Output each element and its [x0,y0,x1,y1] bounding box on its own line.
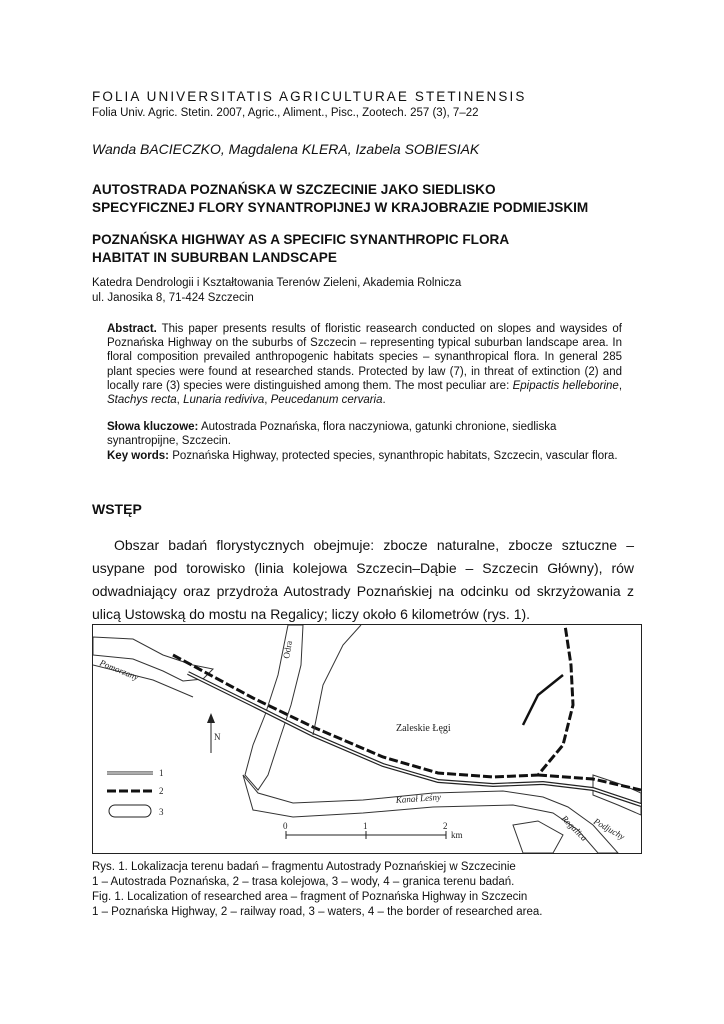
title-polish-line-1: AUTOSTRADA POZNAŃSKA W SZCZECINIE JAKO SIEDLISKO [92,182,496,197]
species-3: Lunaria rediviva [183,394,265,407]
intro-paragraph-text: Obszar badań florystycznych obejmuje: zbocze naturalne, zbocze sztuczne – usypane pod torowisko (linia kolejowa Szczecin–Dąbie – Szczecin Główny), rów odwadniający oraz przydroża Autostrady Poznańskiej na odcinku od skrzyżowania z ulicą Ustowską do mostu na Regalicy; liczy około 6 kilometrów (rys. 1). [92,537,634,622]
abstract: Abstract. This paper presents results of floristic reasearch conducted on slopes and waysides of Poznańska Highway on the suburbs of Szczecin – representing typical suburban landscape area. In floral composition prevailed anthropogenic habitats species – synanthropical flora. In general 285 plant species were found at researched stands. Protected by law (7), in threat of extinction (2) and locally rare (3) species were distinguished among them. The most peculiar are: Epipactis helleborine, Stachys recta, Lunaria rediviva, Peucedanum cervaria. [107,323,623,407]
affiliation-line-2: ul. Janosika 8, 71-424 Szczecin [92,292,254,304]
scale-tick-0: 0 [283,821,288,831]
caption-line-3: Fig. 1. Localization of researched area – fragment of Poznańska Highway in Szczecin [92,891,528,903]
abstract-text: This paper presents results of floristic reasearch conducted on slopes and waysides of Poznańska Highway on the suburbs of Szczecin – representing typical suburban landscape area. In floral composition prevailed anthropogenic habitats species – synanthropical flora. In general 285 plant species were found at researched stands. Protected by law (7), in threat of extinction (2) and locally rare (3) species were distinguished among them. The most peculiar are: [107,323,622,392]
road-north [313,625,361,735]
legend-label-1: 1 [159,768,164,778]
keywords-polish-text: Autostrada Poznańska, flora naczyniowa, gatunki chronione, siedliska synantropijne, Szczecin. [107,421,557,448]
abstract-label: Abstract. [107,323,157,335]
authors: Wanda BACIECZKO, Magdalena KLERA, Izabela SOBIESIAK [92,141,480,157]
label-zaleskie: Zaleskie Łęgi [396,723,451,734]
caption-line-4: 1 – Poznańska Highway, 2 – railway road, 3 – waters, 4 – the border of researched area. [92,906,543,918]
legend-label-3: 3 [159,807,164,817]
legend-symbol-3 [109,805,151,817]
scale-tick-1: 1 [363,821,368,831]
species-1: Epipactis helleborine [512,379,619,392]
label-podjuchy: Podjuchy [592,816,627,842]
label-pomorzany: Pomorzany [98,657,141,683]
title-polish [92,181,588,217]
scale-unit: km [451,830,463,840]
title-polish-line-2: SPECYFICZNEJ FLORY SYNANTROPIJNEJ W KRAJOBRAZIE PODMIEJSKIM [92,200,589,215]
section-heading: WSTĘP [92,501,142,517]
location-map [92,624,642,854]
intro-paragraph [92,534,634,626]
title-english [92,231,509,267]
scale-tick-2: 2 [443,821,448,831]
keywords-english-label: Key words: [107,450,169,462]
species-4: Peucedanum cervaria [270,394,383,407]
railway-branch [523,675,563,725]
affiliation-line-1: Katedra Dendrologii i Kształtowania Terenów Zieleni, Akademia Rolnicza [92,277,462,289]
species-2: Stachys recta [107,394,177,407]
label-odra: Odra [281,639,295,660]
north-label: N [214,732,221,742]
journal-name: FOLIA UNIVERSITATIS AGRICULTURAE STETINENSIS [92,89,527,104]
keywords-polish-label: Słowa kluczowe: [107,421,199,433]
legend-label-2: 2 [159,786,164,796]
railway [173,625,573,777]
keywords-polish [107,420,622,448]
label-kanal: Kanał Leśny [395,791,442,805]
keywords-english [107,449,622,463]
label-regalica: Regalica [559,813,590,844]
water-south [513,821,563,853]
keywords-english-text: Poznańska Highway, protected species, synanthropic habitats, Szczecin, vascular flora. [172,450,618,462]
caption-line-1: Rys. 1. Lokalizacja terenu badań – fragmentu Autostrady Poznańskiej w Szczecinie [92,861,516,873]
journal-citation: Folia Univ. Agric. Stetin. 2007, Agric., Aliment., Pisc., Zootech. 257 (3), 7–22 [92,107,479,119]
map-drawing [93,625,641,853]
title-english-line-2: HABITAT IN SUBURBAN LANDSCAPE [92,250,337,265]
caption-line-2: 1 – Autostrada Poznańska, 2 – trasa kolejowa, 3 – wody, 4 – granica terenu badań. [92,876,515,888]
title-english-line-1: POZNAŃSKA HIGHWAY AS A SPECIFIC SYNANTHROPIC FLORA [92,232,510,247]
